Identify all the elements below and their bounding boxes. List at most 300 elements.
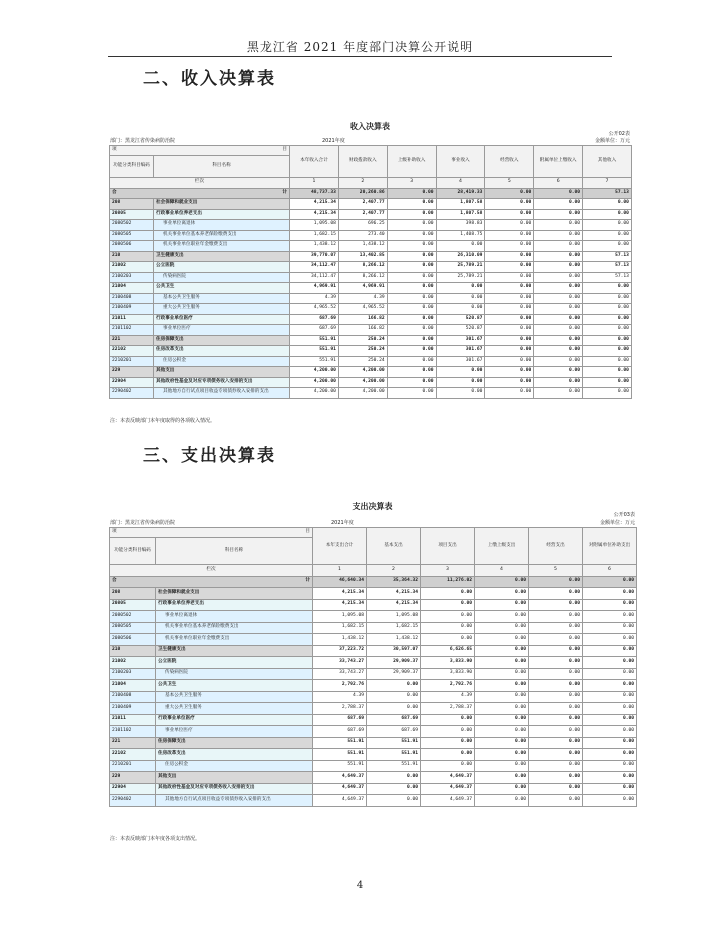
income-row-value: 0.00 <box>583 241 632 252</box>
expense-row-name: 行政事业单位医疗 <box>156 714 313 726</box>
income-row-value: 0.00 <box>387 304 436 315</box>
expense-row-value: 0.00 <box>367 691 421 703</box>
expense-total-right: 计 <box>305 578 311 584</box>
income-row-value: 0.00 <box>436 304 485 315</box>
expense-row-name: 其他政府性基金及对应专项债务收入安排的支出 <box>156 783 313 795</box>
expense-col-number: 4 <box>475 565 529 577</box>
income-row-name: 公共卫生 <box>154 283 290 294</box>
expense-row-value: 0.00 <box>529 599 583 611</box>
income-row-value: 39,770.07 <box>290 251 339 262</box>
expense-row-value: 0.00 <box>367 680 421 692</box>
income-row-code: 2100203 <box>110 272 154 283</box>
income-col-code-header: 功能分类科目编码 <box>110 156 154 178</box>
expense-row-value: 0.00 <box>529 772 583 784</box>
expense-row-value: 0.00 <box>583 657 637 669</box>
table-row <box>110 737 637 749</box>
income-row-value: 0.00 <box>485 251 534 262</box>
income-row-value: 4,215.34 <box>290 199 339 210</box>
expense-row-value: 29,909.37 <box>367 657 421 669</box>
expense-row-value: 0.00 <box>475 657 529 669</box>
income-row-value: 250.24 <box>338 356 387 367</box>
expense-row-value: 4,649.37 <box>313 795 367 807</box>
income-row-name: 其他政府性基金及对应专项债务收入安排的支出 <box>154 377 290 388</box>
expense-col-header: 经营支出 <box>529 528 583 565</box>
income-row-value: 0.00 <box>485 377 534 388</box>
income-row-value: 0.00 <box>583 325 632 336</box>
expense-row-value: 1,095.08 <box>367 611 421 623</box>
expense-col-number: 1 <box>313 565 367 577</box>
income-row-value: 0.00 <box>485 272 534 283</box>
expense-row-value: 0.00 <box>421 749 475 761</box>
expense-col-header: 对附属单位补助支出 <box>583 528 637 565</box>
expense-row-value: 0.00 <box>421 737 475 749</box>
income-row-value: 4,200.00 <box>338 377 387 388</box>
income-col-header: 上级补助收入 <box>387 146 436 178</box>
income-row-value: 0.00 <box>387 199 436 210</box>
expense-row-code: 221 <box>110 737 156 749</box>
income-row-value: 1,682.15 <box>290 230 339 241</box>
expense-row-value: 0.00 <box>367 783 421 795</box>
income-row-value: 2,407.77 <box>338 209 387 220</box>
income-table <box>109 145 632 399</box>
income-col-number: 3 <box>387 178 436 189</box>
income-row-value: 0.00 <box>387 251 436 262</box>
income-row-value: 25,789.21 <box>436 262 485 273</box>
income-row-value: 273.40 <box>338 230 387 241</box>
table-row <box>110 241 632 252</box>
expense-row-value: 4.39 <box>421 691 475 703</box>
table-row <box>110 262 632 273</box>
income-row-value: 0.00 <box>534 241 583 252</box>
expense-row-name: 机关事业单位基本养老保险缴费支出 <box>156 622 313 634</box>
income-row-value: 0.00 <box>534 293 583 304</box>
income-row-value: 0.00 <box>583 356 632 367</box>
expense-row-value: 0.00 <box>421 760 475 772</box>
income-row-value: 551.91 <box>290 356 339 367</box>
expense-row-value: 0.00 <box>475 645 529 657</box>
expense-row-value: 4,649.37 <box>421 772 475 784</box>
expense-year: 2021年度 <box>331 520 354 526</box>
expense-row-value: 687.69 <box>367 726 421 738</box>
income-row-value: 0.00 <box>583 209 632 220</box>
income-row-value: 0.00 <box>534 346 583 357</box>
income-row-value: 0.00 <box>436 388 485 399</box>
income-row-value: 551.91 <box>290 346 339 357</box>
income-row-value: 0.00 <box>387 220 436 231</box>
income-row-code: 21002 <box>110 262 154 273</box>
income-row-value: 0.00 <box>436 283 485 294</box>
expense-row-value: 1,438.12 <box>313 634 367 646</box>
income-row-value: 1,408.75 <box>436 230 485 241</box>
expense-row-code: 21004 <box>110 680 156 692</box>
income-row-value: 34,112.47 <box>290 272 339 283</box>
income-row-code: 21004 <box>110 283 154 294</box>
income-row-value: 0.00 <box>583 335 632 346</box>
expense-row-value: 3,833.90 <box>421 668 475 680</box>
expense-row-code: 22904 <box>110 783 156 795</box>
expense-row-value: 2,788.37 <box>313 703 367 715</box>
income-row-value: 0.00 <box>485 314 534 325</box>
income-row-value: 0.00 <box>485 220 534 231</box>
table-row <box>110 388 632 399</box>
income-row-value: 0.00 <box>485 262 534 273</box>
table-row <box>110 691 637 703</box>
income-row-value: 0.00 <box>583 377 632 388</box>
expense-row-value: 0.00 <box>475 749 529 761</box>
expense-row-value: 0.00 <box>421 726 475 738</box>
income-row-name: 其他地方自行试点项目收益专项债券收入安排的支出 <box>154 388 290 399</box>
expense-row-value: 0.00 <box>529 611 583 623</box>
income-section-heading: 二、收入决算表 <box>143 69 276 89</box>
expense-row-value: 0.00 <box>529 645 583 657</box>
income-row-value: 0.00 <box>534 199 583 210</box>
income-row-value: 0.00 <box>485 304 534 315</box>
expense-row-name: 公立医院 <box>156 657 313 669</box>
income-row-code: 208 <box>110 199 154 210</box>
expense-col-number: 3 <box>421 565 475 577</box>
income-row-value: 4,200.00 <box>290 388 339 399</box>
expense-department: 部门：黑龙江省传染病防治院 <box>110 520 176 526</box>
income-row-value: 0.00 <box>583 220 632 231</box>
income-row-value: 4,965.52 <box>290 304 339 315</box>
expense-row-value: 4,649.37 <box>313 772 367 784</box>
table-row <box>110 314 632 325</box>
income-row-code: 2210201 <box>110 356 154 367</box>
expense-row-value: 1,682.15 <box>367 622 421 634</box>
expense-col-code-header: 功能分类科目编码 <box>110 538 156 565</box>
income-row-value: 0.00 <box>583 388 632 399</box>
expense-row-code: 21011 <box>110 714 156 726</box>
income-row-value: 0.00 <box>534 272 583 283</box>
income-col-number: 6 <box>534 178 583 189</box>
expense-row-value: 0.00 <box>583 749 637 761</box>
expense-row-code: 2080506 <box>110 634 156 646</box>
expense-row-value: 0.00 <box>529 680 583 692</box>
expense-row-name: 行政事业单位养老支出 <box>156 599 313 611</box>
income-row-value: 4,969.91 <box>290 283 339 294</box>
income-col-header: 事业收入 <box>436 146 485 178</box>
income-row-value: 0.00 <box>485 199 534 210</box>
expense-row-value: 0.00 <box>583 645 637 657</box>
expense-total-label-cell <box>110 576 313 588</box>
income-lanci-cell: 栏次 <box>110 178 290 189</box>
income-row-code: 2101102 <box>110 325 154 336</box>
income-row-name: 卫生健康支出 <box>154 251 290 262</box>
income-row-value: 0.00 <box>387 283 436 294</box>
income-year: 2021年度 <box>322 138 345 144</box>
expense-row-value: 0.00 <box>583 634 637 646</box>
income-row-value: 0.00 <box>436 241 485 252</box>
table-row <box>110 599 637 611</box>
income-row-value: 551.91 <box>290 335 339 346</box>
expense-col-number: 2 <box>367 565 421 577</box>
income-row-value: 2,407.77 <box>338 199 387 210</box>
table-row <box>110 680 637 692</box>
income-total-value: 20,260.86 <box>338 188 387 199</box>
expense-row-value: 0.00 <box>475 680 529 692</box>
income-note: 注：本表反映部门本年度取得的各项收入情况。 <box>110 418 216 424</box>
expense-row-value: 0.00 <box>529 634 583 646</box>
income-row-value: 0.00 <box>436 293 485 304</box>
table-row <box>110 588 637 600</box>
income-row-name: 重大公共卫生服务 <box>154 304 290 315</box>
income-row-name: 机关事业单位职业年金缴费支出 <box>154 241 290 252</box>
expense-row-value: 0.00 <box>529 657 583 669</box>
expense-row-name: 机关事业单位职业年金缴费支出 <box>156 634 313 646</box>
income-row-name: 基本公共卫生服务 <box>154 293 290 304</box>
expense-row-value: 0.00 <box>475 668 529 680</box>
expense-row-code: 2080505 <box>110 622 156 634</box>
income-row-value: 4,215.34 <box>290 209 339 220</box>
expense-col-header: 本年支出合计 <box>313 528 367 565</box>
expense-row-value: 0.00 <box>583 737 637 749</box>
expense-row-value: 0.00 <box>583 783 637 795</box>
expense-total-left: 合 <box>112 578 117 584</box>
income-row-value: 250.24 <box>338 346 387 357</box>
expense-row-value: 0.00 <box>475 714 529 726</box>
table-row <box>110 657 637 669</box>
income-row-code: 2100409 <box>110 304 154 315</box>
expense-row-value: 4,215.34 <box>313 588 367 600</box>
income-row-value: 57.13 <box>583 251 632 262</box>
expense-row-value: 551.91 <box>313 749 367 761</box>
income-row-value: 0.00 <box>387 325 436 336</box>
expense-row-value: 687.69 <box>313 726 367 738</box>
income-head-item: 项 <box>112 147 117 153</box>
expense-row-value: 0.00 <box>583 795 637 807</box>
expense-row-value: 0.00 <box>529 760 583 772</box>
income-row-value: 26,310.09 <box>436 251 485 262</box>
income-row-value: 0.00 <box>583 314 632 325</box>
income-row-value: 0.00 <box>534 314 583 325</box>
expense-row-value: 551.91 <box>313 760 367 772</box>
income-row-value: 57.13 <box>583 272 632 283</box>
income-row-value: 0.00 <box>485 293 534 304</box>
expense-row-value: 0.00 <box>583 668 637 680</box>
income-row-value: 0.00 <box>387 241 436 252</box>
income-row-value: 34,112.47 <box>290 262 339 273</box>
expense-row-name: 其他支出 <box>156 772 313 784</box>
expense-row-name: 住房改革支出 <box>156 749 313 761</box>
income-row-code: 20805 <box>110 209 154 220</box>
income-row-value: 166.82 <box>338 325 387 336</box>
table-row <box>110 304 632 315</box>
income-row-code: 22102 <box>110 346 154 357</box>
income-row-value: 0.00 <box>485 241 534 252</box>
expense-row-value: 0.00 <box>421 611 475 623</box>
income-row-name: 住房改革支出 <box>154 346 290 357</box>
expense-row-code: 229 <box>110 772 156 784</box>
income-row-value: 398.83 <box>436 220 485 231</box>
table-row <box>110 367 632 378</box>
income-total-value: 48,737.33 <box>290 188 339 199</box>
income-total-value: 0.00 <box>387 188 436 199</box>
expense-row-value: 0.00 <box>583 588 637 600</box>
income-row-value: 0.00 <box>436 367 485 378</box>
income-row-name: 机关事业单位基本养老保险缴费支出 <box>154 230 290 241</box>
income-row-value: 0.00 <box>387 272 436 283</box>
expense-row-name: 住房公积金 <box>156 760 313 772</box>
expense-unit: 金额单位：万元 <box>599 520 635 526</box>
expense-row-value: 0.00 <box>475 772 529 784</box>
income-row-value: 0.00 <box>387 262 436 273</box>
table-row <box>110 230 632 241</box>
expense-row-value: 1,682.15 <box>313 622 367 634</box>
income-row-value: 0.00 <box>485 209 534 220</box>
income-row-code: 2080506 <box>110 241 154 252</box>
income-row-value: 0.00 <box>534 251 583 262</box>
income-sheet <box>107 116 633 428</box>
expense-row-value: 2,792.76 <box>313 680 367 692</box>
income-row-value: 1,807.58 <box>436 199 485 210</box>
income-row-value: 166.82 <box>338 314 387 325</box>
income-row-name: 事业单位医疗 <box>154 325 290 336</box>
expense-row-value: 30,597.07 <box>367 645 421 657</box>
expense-row-value: 6,626.65 <box>421 645 475 657</box>
expense-col-name-header: 科目名称 <box>156 538 313 565</box>
expense-row-name: 重大公共卫生服务 <box>156 703 313 715</box>
income-row-value: 0.00 <box>534 304 583 315</box>
income-row-value: 0.00 <box>387 388 436 399</box>
expense-row-name: 其他地方自行试点项目收益专项债券收入安排的支出 <box>156 795 313 807</box>
expense-row-value: 0.00 <box>529 703 583 715</box>
expense-lanci-cell: 栏次 <box>110 565 313 577</box>
expense-row-value: 0.00 <box>421 588 475 600</box>
expense-row-name: 住房保障支出 <box>156 737 313 749</box>
expense-row-name: 公共卫生 <box>156 680 313 692</box>
expense-row-code: 210 <box>110 645 156 657</box>
expense-row-value: 2,788.37 <box>421 703 475 715</box>
expense-row-value: 0.00 <box>475 622 529 634</box>
expense-row-value: 0.00 <box>583 726 637 738</box>
expense-row-value: 4,215.34 <box>313 599 367 611</box>
expense-row-value: 0.00 <box>475 726 529 738</box>
expense-note: 注：本表反映部门本年度各项支出情况。 <box>110 836 201 842</box>
income-table-title: 收入决算表 <box>350 122 390 131</box>
expense-row-value: 0.00 <box>529 668 583 680</box>
expense-row-value: 0.00 <box>367 772 421 784</box>
expense-row-value: 1,095.08 <box>313 611 367 623</box>
table-row <box>110 772 637 784</box>
expense-row-value: 0.00 <box>583 772 637 784</box>
income-row-name: 事业单位离退休 <box>154 220 290 231</box>
income-col-number: 5 <box>485 178 534 189</box>
income-row-value: 687.69 <box>290 325 339 336</box>
income-total-label-cell <box>110 188 290 199</box>
expense-row-name: 传染病医院 <box>156 668 313 680</box>
expense-row-value: 0.00 <box>529 749 583 761</box>
expense-row-code: 20805 <box>110 599 156 611</box>
table-row <box>110 325 632 336</box>
table-row <box>110 356 632 367</box>
expense-row-value: 29,909.37 <box>367 668 421 680</box>
expense-row-code: 21002 <box>110 657 156 669</box>
expense-row-code: 2210201 <box>110 760 156 772</box>
expense-head-item: 项 <box>112 529 117 535</box>
income-form-number: 公开02表 <box>608 131 630 137</box>
expense-row-code: 2100408 <box>110 691 156 703</box>
table-row <box>110 622 637 634</box>
income-row-value: 0.00 <box>534 367 583 378</box>
income-total-left: 合 <box>112 189 117 195</box>
income-row-value: 0.00 <box>485 325 534 336</box>
income-row-value: 1,807.58 <box>436 209 485 220</box>
expense-row-value: 33,743.27 <box>313 668 367 680</box>
income-row-value: 57.13 <box>583 262 632 273</box>
expense-sheet <box>107 494 638 850</box>
income-total-value: 0.00 <box>534 188 583 199</box>
income-row-name: 公立医院 <box>154 262 290 273</box>
table-row <box>110 377 632 388</box>
expense-col-header: 基本支出 <box>367 528 421 565</box>
expense-row-name: 卫生健康支出 <box>156 645 313 657</box>
income-row-name: 行政事业单位医疗 <box>154 314 290 325</box>
expense-row-value: 4,649.37 <box>313 783 367 795</box>
table-row <box>110 749 637 761</box>
income-row-name: 传染病医院 <box>154 272 290 283</box>
income-row-value: 4.39 <box>290 293 339 304</box>
income-row-value: 0.00 <box>583 283 632 294</box>
income-row-value: 0.00 <box>534 388 583 399</box>
table-row <box>110 714 637 726</box>
income-total-right: 计 <box>282 189 288 195</box>
expense-col-number: 5 <box>529 565 583 577</box>
expense-row-value: 4,649.37 <box>421 783 475 795</box>
income-row-value: 0.00 <box>485 367 534 378</box>
expense-row-value: 0.00 <box>529 714 583 726</box>
expense-row-value: 0.00 <box>583 703 637 715</box>
income-col-number: 4 <box>436 178 485 189</box>
income-row-value: 0.00 <box>485 335 534 346</box>
expense-total-value: 46,640.34 <box>313 576 367 588</box>
table-row <box>110 293 632 304</box>
income-col-number: 7 <box>583 178 632 189</box>
income-row-value: 4,200.00 <box>338 367 387 378</box>
expense-row-value: 0.00 <box>529 737 583 749</box>
income-row-value: 0.00 <box>534 230 583 241</box>
income-unit: 金额单位：万元 <box>594 138 630 144</box>
expense-row-value: 4,215.34 <box>367 599 421 611</box>
expense-col-header: 项目支出 <box>421 528 475 565</box>
income-row-name: 其他支出 <box>154 367 290 378</box>
income-row-code: 22904 <box>110 377 154 388</box>
income-row-value: 250.24 <box>338 335 387 346</box>
table-row <box>110 783 637 795</box>
income-row-value: 0.00 <box>387 209 436 220</box>
expense-row-value: 687.69 <box>367 714 421 726</box>
income-col-header: 其他收入 <box>583 146 632 178</box>
expense-row-value: 4,649.37 <box>421 795 475 807</box>
expense-row-value: 0.00 <box>529 588 583 600</box>
expense-row-value: 0.00 <box>583 680 637 692</box>
income-row-value: 0.00 <box>387 314 436 325</box>
expense-row-value: 33,743.27 <box>313 657 367 669</box>
expense-row-value: 0.00 <box>583 611 637 623</box>
expense-row-value: 0.00 <box>421 599 475 611</box>
income-row-value: 301.67 <box>436 356 485 367</box>
income-row-value: 0.00 <box>387 230 436 241</box>
income-row-value: 0.00 <box>583 293 632 304</box>
income-row-name: 社会保障和就业支出 <box>154 199 290 210</box>
expense-row-value: 2,792.76 <box>421 680 475 692</box>
income-row-value: 1,438.12 <box>338 241 387 252</box>
expense-row-value: 0.00 <box>583 622 637 634</box>
income-row-value: 301.67 <box>436 346 485 357</box>
income-row-value: 301.67 <box>436 335 485 346</box>
income-row-code: 221 <box>110 335 154 346</box>
expense-row-value: 0.00 <box>583 714 637 726</box>
income-total-value: 28,419.33 <box>436 188 485 199</box>
